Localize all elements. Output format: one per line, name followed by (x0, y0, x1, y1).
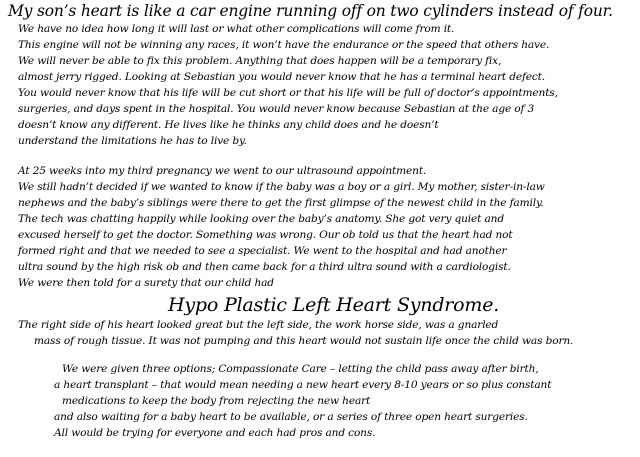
paragraph2-line-2: We still hadn’t decided if we wanted to know if the baby was a boy or a girl. My mother, sister-in-law (18, 181, 545, 193)
syndrome-heading: Hypo Plastic Left Heart Syndrome. (168, 294, 500, 316)
paragraph4-line-1: We were given three options; Compassionate Care – letting the child pass away after birth, (62, 363, 539, 375)
paragraph4-line-4: and also waiting for a baby heart to be available, or a series of three open heart surgeries. (54, 411, 528, 423)
paragraph3-line-1: The right side of his heart looked great but the left side, the work horse side, was a gnarled (18, 319, 499, 331)
paragraph1-line-3: We will never be able to fix this problem. Anything that does happen will be a temporary fix, (18, 55, 502, 67)
paragraph2-line-3: nephews and the baby’s siblings were there to get the first glimpse of the newest child in the family. (18, 197, 544, 209)
paragraph2-line-6: formed right and that we needed to see a specialist. We went to the hospital and had another (18, 245, 507, 257)
paragraph2-line-5: excused herself to get the doctor. Something was wrong. Our ob told us that the heart had not (18, 229, 513, 241)
paragraph4-line-3: medications to keep the body from rejecting the new heart (62, 395, 371, 407)
paragraph1-line-5: You would never know that his life will be cut short or that his life will be full of doctor’s appointments, (18, 87, 558, 99)
paragraph4-line-2: a heart transplant – that would mean needing a new heart every 8-10 years or so plus constant (54, 379, 552, 391)
paragraph2-line-1: At 25 weeks into my third pregnancy we went to our ultrasound appointment. (18, 165, 427, 177)
paragraph3-line-2: mass of rough tissue. It was not pumping and this heart would not sustain life once the child was born. (34, 335, 574, 347)
paragraph1-line-4: almost jerry rigged. Looking at Sebastian you would never know that he has a terminal heart defect. (18, 71, 546, 83)
paragraph1-line-2: This engine will not be winning any races, it won’t have the endurance or the speed that others have. (18, 39, 550, 51)
paragraph2-line-8: We were then told for a surety that our child had (18, 277, 274, 289)
paragraph1-line-6: surgeries, and days spent in the hospital. You would never know because Sebastian at the age of 3 (18, 103, 535, 115)
paragraph4-line-5: All would be trying for everyone and each had pros and cons. (54, 427, 376, 439)
paragraph2-line-4: The tech was chatting happily while looking over the baby’s anatomy. She got very quiet and (18, 213, 504, 225)
paragraph2-line-7: ultra sound by the high risk ob and then came back for a third ultra sound with a cardiologist. (18, 261, 511, 273)
paragraph1-line-7: doesn’t know any different. He lives like he thinks any child does and he doesn’t (18, 119, 439, 131)
document-heading: My son’s heart is like a car engine running off on two cylinders instead of four. (8, 2, 613, 20)
paragraph1-line-8: understand the limitations he has to live by. (18, 135, 247, 147)
paragraph1-line-1: We have no idea how long it will last or what other complications will come from it. (18, 23, 455, 35)
